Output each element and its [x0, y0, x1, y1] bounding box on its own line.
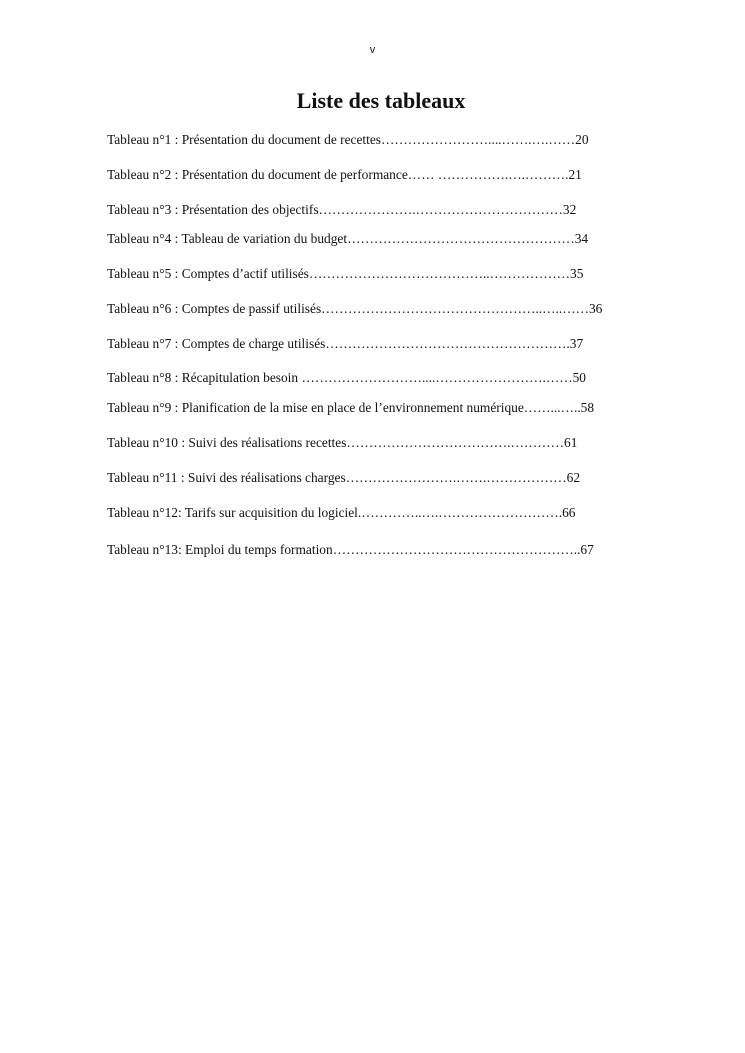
toc-entry-10[interactable]: Tableau n°10 : Suivi des réalisations recettes……………………………….…………61: [107, 435, 578, 450]
toc-entry-8[interactable]: Tableau n°8 : Récapitulation besoin ………………………....…………………….……50: [107, 370, 586, 385]
toc-entry-3[interactable]: Tableau n°3 : Présentation des objectifs………………….……………………………32: [107, 202, 577, 217]
toc-entry-4[interactable]: Tableau n°4 : Tableau de variation du budget……………………………………………34: [107, 231, 589, 246]
toc-entry-13[interactable]: Tableau n°13: Emploi du temps formation………………………………………………..67: [107, 542, 594, 557]
toc-entry-1[interactable]: Tableau n°1 : Présentation du document de recettes……………………....…….….……20: [107, 132, 589, 147]
toc-entry-5[interactable]: Tableau n°5 : Comptes d’actif utilisés…………………………………..………………35: [107, 266, 584, 281]
toc-entry-7[interactable]: Tableau n°7 : Comptes de charge utilisés……………………………………………….37: [107, 336, 584, 351]
toc-entry-11[interactable]: Tableau n°11 : Suivi des réalisations charges…………………….…….………………62: [107, 470, 581, 485]
page-number: v: [369, 44, 376, 56]
page-title: Liste des tableaux: [296, 88, 466, 113]
toc-entry-12[interactable]: Tableau n°12: Tarifs sur acquisition du logiciel.…………..….……………………….66: [107, 505, 576, 520]
toc-entry-2[interactable]: Tableau n°2 : Présentation du document de performance…… …………….….……….21: [107, 167, 582, 182]
toc-entry-6[interactable]: Tableau n°6 : Comptes de passif utilisés…………………………………………..…..……36: [107, 301, 603, 316]
toc-entry-9[interactable]: Tableau n°9 : Planification de la mise en place de l’environnement numérique……...…..58: [107, 400, 595, 415]
